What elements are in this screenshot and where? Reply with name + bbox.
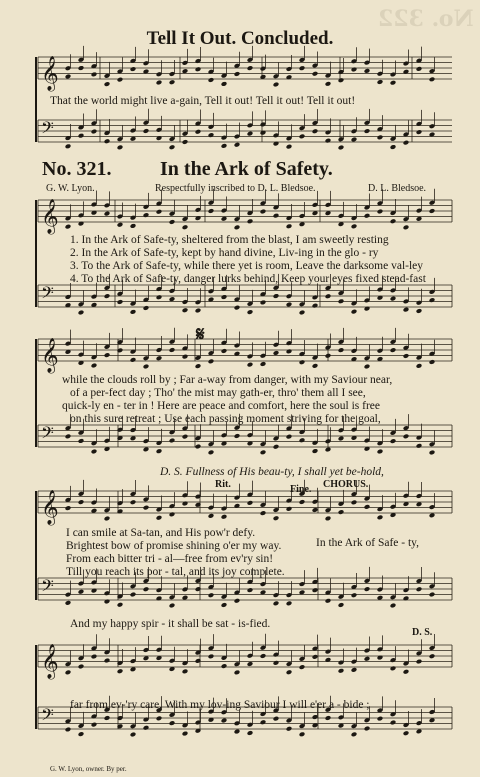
- note-head: [364, 586, 371, 592]
- previous-hymn-lyric: That the world might live a-gain, Tell it out! Tell it out! Tell it out!: [50, 95, 356, 107]
- note-head: [351, 667, 358, 673]
- verse-3-line-3: From each bitter tri - al—free from ev'ry sin!: [66, 553, 274, 565]
- note-head: [312, 507, 319, 513]
- note-head: [208, 592, 215, 598]
- note-head: [351, 67, 358, 73]
- note-head: [221, 663, 228, 669]
- note-head: [143, 305, 150, 311]
- note-head: [221, 718, 228, 724]
- note-head: [65, 727, 72, 733]
- note-head: [416, 586, 423, 592]
- note-head: [156, 209, 163, 215]
- note-head: [156, 294, 163, 300]
- note-head: [429, 592, 436, 598]
- note-head: [390, 720, 397, 726]
- note-head: [208, 132, 215, 138]
- note-head: [169, 144, 176, 150]
- note-head: [221, 294, 228, 300]
- note-head: [416, 308, 423, 314]
- note-head: [351, 592, 358, 598]
- note-head: [364, 68, 371, 74]
- hymn-composer: D. L. Bledsoe.: [368, 183, 427, 194]
- note-head: [416, 129, 423, 135]
- bass-clef-icon: 𝄢: [41, 422, 54, 447]
- note-head: [390, 296, 397, 302]
- note-head: [182, 669, 189, 675]
- note-head: [104, 658, 111, 664]
- note-head: [169, 512, 176, 518]
- note-head: [273, 350, 280, 356]
- note-head: [260, 209, 267, 215]
- note-head: [78, 438, 85, 444]
- note-head: [429, 297, 436, 303]
- note-head: [156, 515, 163, 521]
- note-head: [312, 654, 319, 660]
- note-head: [325, 516, 332, 522]
- note-head: [195, 444, 202, 450]
- note-head: [403, 669, 410, 675]
- note-head: [65, 143, 72, 149]
- note-head: [351, 309, 358, 315]
- note-head: [156, 448, 163, 454]
- note-head: [364, 656, 371, 662]
- verse-2-line-2: of a per-fect day ; Tho' the mist may gath-er, thro' them all I see,: [70, 387, 366, 399]
- note-head: [65, 74, 72, 80]
- note-head: [377, 135, 384, 141]
- note-head: [247, 661, 254, 667]
- note-head: [325, 353, 332, 359]
- note-head: [377, 209, 384, 215]
- segno-sign: 𝄋: [196, 322, 205, 346]
- note-head: [65, 505, 72, 511]
- verse-4-line-1: 4. To the Ark of Safe-ty, danger lurks behind, Keep your eyes fixed stead-fast: [70, 273, 426, 285]
- note-head: [377, 449, 384, 455]
- note-head: [338, 298, 345, 304]
- note-head: [273, 444, 280, 450]
- staff: [38, 634, 452, 680]
- note-head: [169, 219, 176, 225]
- note-head: [117, 299, 124, 305]
- note-head: [325, 715, 332, 721]
- note-head: [325, 293, 332, 299]
- note-head: [78, 499, 85, 505]
- note-head: [78, 731, 85, 737]
- note-head: [65, 600, 72, 606]
- note-head: [143, 586, 150, 592]
- note-head: [338, 347, 345, 353]
- note-head: [104, 138, 111, 144]
- note-head: [273, 82, 280, 88]
- note-head: [234, 225, 241, 231]
- note-head: [273, 660, 280, 666]
- note-head: [325, 598, 332, 604]
- treble-clef-icon: 𝄞: [41, 199, 59, 234]
- note-head: [338, 602, 345, 608]
- note-head: [312, 363, 319, 369]
- note-head: [403, 140, 410, 146]
- note-head: [143, 505, 150, 511]
- note-head: [338, 77, 345, 83]
- bass-clef-icon: 𝄢: [41, 704, 54, 729]
- note-head: [377, 716, 384, 722]
- note-head: [117, 602, 124, 608]
- system-4-upper-lyric: And my happy spir - it shall be sat - is-fied.: [70, 618, 271, 630]
- note-head: [104, 352, 111, 358]
- note-head: [130, 592, 137, 598]
- note-head: [143, 725, 150, 731]
- note-head: [104, 81, 111, 87]
- note-head: [416, 443, 423, 449]
- note-head: [312, 587, 319, 593]
- note-head: [130, 732, 137, 738]
- note-head: [260, 719, 267, 725]
- note-head: [338, 436, 345, 442]
- note-head: [273, 515, 280, 521]
- note-head: [91, 72, 98, 78]
- note-head: [221, 602, 228, 608]
- note-head: [247, 587, 254, 593]
- verse-1-line-1: 1. In the Ark of Safe-ty, sheltered from the blast, I am sweetly resting: [70, 234, 389, 246]
- note-head: [390, 218, 397, 224]
- note-head: [286, 434, 293, 440]
- verse-3-line-2: quick-ly en - ter in ! Here are peace and comfort, here the soul is free: [62, 400, 381, 412]
- note-head: [78, 65, 85, 71]
- note-head: [247, 131, 254, 137]
- note-head: [169, 79, 176, 85]
- note-head: [325, 447, 332, 453]
- previous-hymn-title: Tell It Out. Concluded.: [146, 28, 334, 49]
- note-head: [182, 307, 189, 313]
- note-head: [286, 601, 293, 607]
- staff: [38, 189, 452, 235]
- note-head: [130, 357, 137, 363]
- note-head: [286, 144, 293, 150]
- note-head: [299, 134, 306, 140]
- note-head: [390, 603, 397, 609]
- note-head: [429, 450, 436, 456]
- note-head: [104, 715, 111, 721]
- note-head: [364, 364, 371, 370]
- note-head: [312, 303, 319, 309]
- note-head: [195, 308, 202, 314]
- note-head: [390, 666, 397, 672]
- note-head: [78, 133, 85, 139]
- ds-lyric: D. S. Fullness of His beau-ty, I shall yet be-hold,: [160, 466, 384, 478]
- note-head: [377, 515, 384, 521]
- staff: [38, 109, 452, 151]
- note-head: [377, 79, 384, 85]
- note-head: [351, 223, 358, 229]
- note-head: [299, 437, 306, 443]
- note-head: [260, 300, 267, 306]
- note-head: [299, 310, 306, 316]
- note-head: [195, 129, 202, 135]
- treble-clef-icon: 𝄞: [41, 56, 59, 91]
- note-head: [78, 310, 85, 316]
- staff: [38, 328, 452, 374]
- verse-1-line-2: while the clouds roll by ; Far a-way from danger, with my Saviour near,: [62, 374, 393, 386]
- note-head: [234, 71, 241, 77]
- note-head: [286, 223, 293, 229]
- note-head: [247, 309, 254, 315]
- note-head: [286, 506, 293, 512]
- note-head: [104, 293, 111, 299]
- note-head: [234, 598, 241, 604]
- note-head: [208, 208, 215, 214]
- verse-4-line-2: on this sure retreat ; Use each passing moment striving for the goal,: [70, 413, 381, 425]
- note-head: [390, 80, 397, 86]
- note-head: [416, 363, 423, 369]
- note-head: [104, 516, 111, 522]
- note-head: [286, 669, 293, 675]
- note-head: [299, 359, 306, 365]
- note-head: [221, 81, 228, 87]
- note-head: [260, 361, 267, 367]
- note-head: [182, 501, 189, 507]
- ds-marking: D. S.: [412, 627, 433, 638]
- note-head: [273, 141, 280, 147]
- note-head: [182, 139, 189, 145]
- note-head: [234, 142, 241, 148]
- chorus-marking: CHORUS.: [323, 479, 369, 490]
- note-head: [143, 364, 150, 370]
- copyright-footer: G. W. Lyon, owner. By per.: [50, 765, 127, 773]
- note-head: [429, 208, 436, 214]
- note-head: [260, 510, 267, 516]
- note-head: [208, 359, 215, 365]
- note-head: [364, 504, 371, 510]
- chorus-lyric-start: In the Ark of Safe - ty,: [316, 537, 420, 549]
- note-head: [221, 348, 228, 354]
- note-head: [208, 654, 215, 660]
- note-head: [273, 293, 280, 299]
- note-head: [364, 128, 371, 134]
- verse-4-line-3: Till you reach its por - tal, and its joy complete.: [66, 566, 285, 578]
- note-head: [156, 355, 163, 361]
- bleed-through-page-number: No. 322: [378, 6, 474, 32]
- note-head: [338, 145, 345, 151]
- note-head: [130, 499, 137, 505]
- note-head: [234, 305, 241, 311]
- note-head: [156, 80, 163, 86]
- note-head: [169, 438, 176, 444]
- note-head: [429, 76, 436, 82]
- note-head: [91, 129, 98, 135]
- note-head: [351, 732, 358, 738]
- hymn-dedication: Respectfully inscribed to D. L. Bledsoe.: [155, 183, 316, 194]
- note-head: [130, 66, 137, 72]
- note-head: [286, 726, 293, 732]
- fine-marking: Fine.: [290, 484, 312, 495]
- note-head: [247, 500, 254, 506]
- note-head: [169, 720, 176, 726]
- note-head: [338, 509, 345, 515]
- note-head: [182, 731, 189, 737]
- hymn-title: In the Ark of Safety.: [160, 158, 333, 180]
- note-head: [351, 500, 358, 506]
- staff: [38, 480, 452, 526]
- note-head: [312, 448, 319, 454]
- note-head: [299, 731, 306, 737]
- note-head: [390, 347, 397, 353]
- note-head: [208, 513, 215, 519]
- note-head: [416, 659, 423, 665]
- note-head: [91, 722, 98, 728]
- note-head: [182, 224, 189, 230]
- note-head: [403, 730, 410, 736]
- note-head: [299, 664, 306, 670]
- note-head: [403, 225, 410, 231]
- rit-marking: Rit.: [215, 479, 231, 490]
- note-head: [91, 363, 98, 369]
- note-head: [247, 362, 254, 368]
- note-head: [351, 137, 358, 143]
- note-head: [117, 145, 124, 151]
- note-head: [78, 664, 85, 670]
- staff: [38, 46, 452, 92]
- verse-3-line-1: 3. To the Ark of Safe-ty, while there yet is room, Leave the darksome val-ley: [70, 260, 424, 272]
- note-head: [195, 363, 202, 369]
- note-head: [234, 729, 241, 735]
- note-head: [117, 77, 124, 83]
- note-head: [429, 653, 436, 659]
- note-head: [273, 213, 280, 219]
- note-head: [299, 499, 306, 505]
- note-head: [273, 716, 280, 722]
- bass-clef-icon: 𝄢: [41, 117, 54, 142]
- note-head: [260, 449, 267, 455]
- note-head: [169, 603, 176, 609]
- note-head: [234, 433, 241, 439]
- note-head: [65, 224, 72, 230]
- hymn-author: G. W. Lyon.: [46, 183, 95, 194]
- note-head: [325, 138, 332, 144]
- note-head: [65, 670, 72, 676]
- note-head: [390, 144, 397, 150]
- note-head: [182, 354, 189, 360]
- verse-1-line-3: I can smile at Sa-tan, and His pow'r defy.: [66, 527, 256, 539]
- verse-2-line-3: Brightest bow of promise shining o'er my way.: [66, 540, 282, 552]
- system-4-lower-lyric: far from ev-'ry care, With my lov-ing Saviour I will e'er a - bide ;: [70, 699, 370, 711]
- hymn-number: No. 321.: [42, 158, 112, 180]
- note-head: [208, 77, 215, 83]
- bass-clef-icon: 𝄢: [41, 575, 54, 600]
- note-head: [130, 223, 137, 229]
- note-head: [299, 65, 306, 71]
- note-head: [429, 359, 436, 365]
- note-head: [247, 218, 254, 224]
- note-head: [117, 222, 124, 228]
- note-head: [286, 349, 293, 355]
- note-head: [195, 66, 202, 72]
- note-head: [377, 655, 384, 661]
- note-head: [143, 212, 150, 218]
- note-head: [104, 599, 111, 605]
- note-head: [416, 66, 423, 72]
- verse-2-line-1: 2. In the Ark of Safe-ty, kept by hand divine, Liv-ing in the glo - ry: [70, 247, 379, 259]
- note-head: [156, 715, 163, 721]
- note-head: [312, 71, 319, 77]
- note-head: [156, 596, 163, 602]
- note-head: [221, 143, 228, 149]
- note-head: [390, 438, 397, 444]
- note-head: [117, 668, 124, 674]
- note-head: [247, 65, 254, 71]
- note-head: [182, 434, 189, 440]
- note-head: [104, 211, 111, 217]
- note-head: [273, 601, 280, 607]
- note-head: [143, 128, 150, 134]
- note-head: [403, 353, 410, 359]
- note-head: [364, 726, 371, 732]
- note-head: [403, 307, 410, 313]
- note-head: [91, 449, 98, 455]
- note-head: [403, 434, 410, 440]
- note-head: [65, 434, 72, 440]
- note-head: [130, 309, 137, 315]
- note-head: [234, 670, 241, 676]
- note-head: [208, 450, 215, 456]
- note-head: [312, 128, 319, 134]
- note-head: [260, 653, 267, 659]
- treble-clef-icon: 𝄞: [41, 490, 59, 525]
- note-head: [286, 302, 293, 308]
- note-head: [91, 654, 98, 660]
- bass-clef-icon: 𝄢: [41, 282, 54, 307]
- note-head: [221, 514, 228, 520]
- note-head: [325, 81, 332, 87]
- note-head: [338, 668, 345, 674]
- treble-clef-icon: 𝄞: [41, 644, 59, 679]
- note-head: [247, 730, 254, 736]
- note-head: [169, 347, 176, 353]
- treble-clef-icon: 𝄞: [41, 338, 59, 373]
- note-head: [78, 589, 85, 595]
- note-head: [364, 213, 371, 219]
